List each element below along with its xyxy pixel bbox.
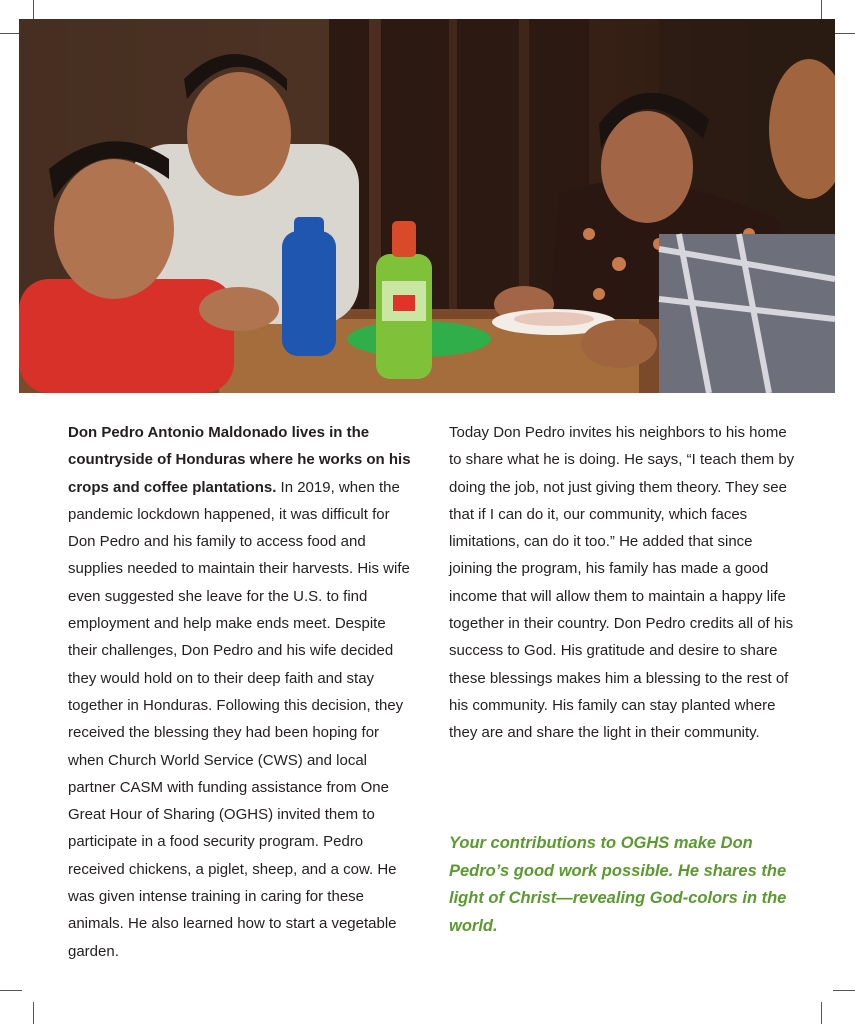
article-left-column [68, 419, 418, 965]
family-meal-photo [19, 19, 835, 393]
crop-mark-bottom-right-v [821, 1002, 822, 1024]
left-body-text: In 2019, when the pandemic lockdown happened, it was difficult for Don Pedro and his family to access food and supplies needed to maintain their harvests. His wife even suggested she leave for the U.S. to find employment and help make ends meet. Despite their challenges, Don Pedro and his wife decided they would hold on to their deep faith and stay together in Honduras. Following this decision, they received the blessing they had been hoping for when Church World Service (CWS) and local partner CASM with funding assistance from One Great Hour of Sharing (OGHS) invited them to participate in a food security program. Pedro received chickens, a piglet, sheep, and a cow. He was given intense training in caring for these animals. He also learned how to start a vegetable garden. [68, 478, 410, 960]
crop-mark-bottom-right-h [833, 990, 855, 991]
family-meal-photo-icon [19, 19, 835, 393]
article-right-column [449, 419, 799, 747]
lead-sentence: Don Pedro Antonio Maldonado lives in the countryside of Honduras where he works on his crops and coffee plantations. [68, 424, 411, 496]
crop-mark-bottom-left-v [33, 1002, 34, 1024]
right-body-text: Today Don Pedro invites his neighbors to his home to share what he is doing. He says, “I teach them by doing the job, not just giving them theory. They see that if I can do it, our community, which faces limitations, can do it too.” He added that since joining the program, his family has made a good income that will allow them to maintain a happy life together in their country. Don Pedro credits all of his success to God. His gratitude and desire to share these blessings makes him a blessing to the rest of his community. His family can stay planted where they are and share the light in their community. [449, 424, 795, 742]
callout-quote: Your contributions to OGHS make Don Pedro’s good work possible. He shares the light of Christ—revealing God-colors in the world. [449, 834, 787, 935]
crop-mark-top-right-h [833, 33, 855, 34]
crop-mark-bottom-left-h [0, 990, 22, 991]
